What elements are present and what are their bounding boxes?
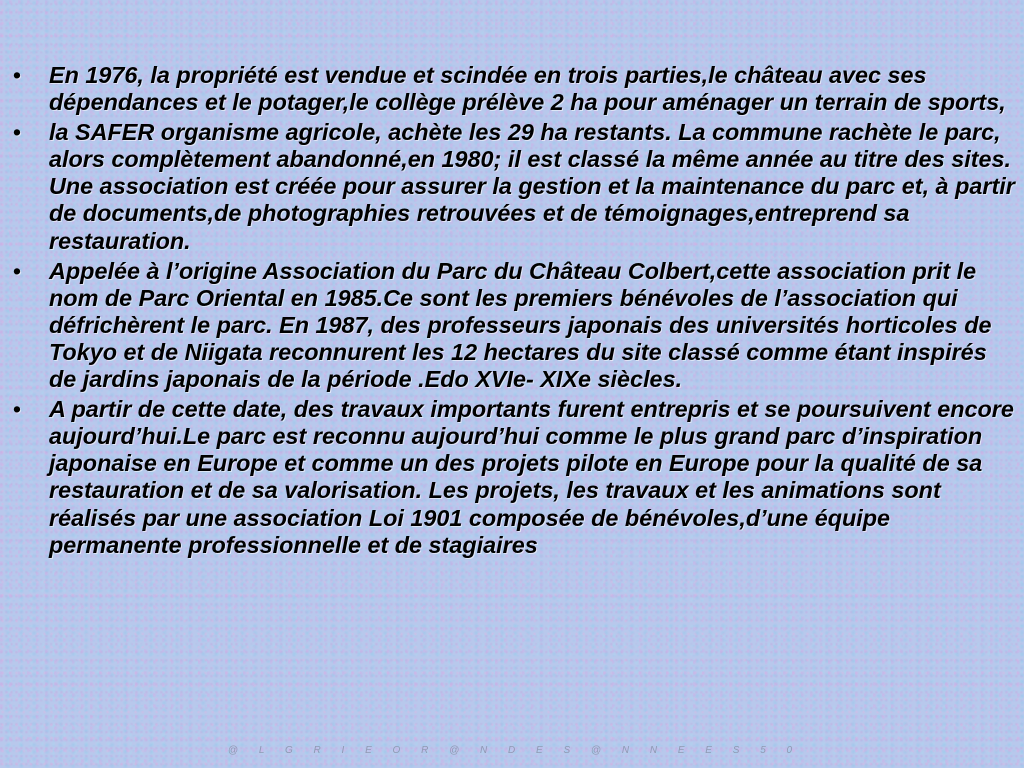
bullet-item — [10, 258, 1018, 393]
bullet-item — [10, 396, 1018, 559]
bullet-text: la SAFER organisme agricole, achète les 29 ha restants. La commune rachète le parc, alors complètement abandonné,en 1980; il est classé la même année au titre des sites. Une association est créée pour assurer la gestion et la maintenance du parc et, à partir de documents,de photographies retrouvées et de témoignages,entreprend sa restauration. — [49, 119, 1015, 254]
footer-watermark: @ L G R I E O R @ N D E S @ N N E E S 5 0 — [227, 745, 797, 756]
bullet-marker: • — [12, 257, 22, 284]
bullet-marker: • — [12, 62, 22, 88]
bullet-marker: • — [12, 396, 22, 423]
bullet-text: A partir de cette date, des travaux importants furent entrepris et se poursuivent encore aujourd’hui.Le parc est reconnu aujourd’hui comme le plus grand parc d’inspiration japonaise en Europe et comme un des projets pilote en Europe pour la qualité de sa restauration et de sa valorisation. Les projets, les travaux et les animations sont réalisés par une association Loi 1901 composée de bénévoles,d’une équipe permanente professionnelle et de stagiaires — [49, 396, 1014, 558]
bullet-text: En 1976, la propriété est vendue et scindée en trois parties,le château avec ses dépendances et le potager,le collège prélève 2 ha pour aménager un terrain de sports, — [49, 62, 1006, 116]
bullet-list — [10, 62, 1018, 562]
bullet-item — [10, 62, 1018, 116]
bullet-marker: • — [12, 119, 22, 146]
bullet-item — [10, 119, 1018, 254]
bullet-text: Appelée à l’origine Association du Parc du Château Colbert,cette association prit le nom de Parc Oriental en 1985.Ce sont les premiers bénévoles de l’association qui défrichèrent le parc. En 1987, des professeurs japonais des universités horticoles de Tokyo et de Niigata reconnurent les 12 hectares du site classé comme étant inspirés de jardins japonais de la période .Edo XVIe- XIXe siècles. — [49, 257, 992, 393]
